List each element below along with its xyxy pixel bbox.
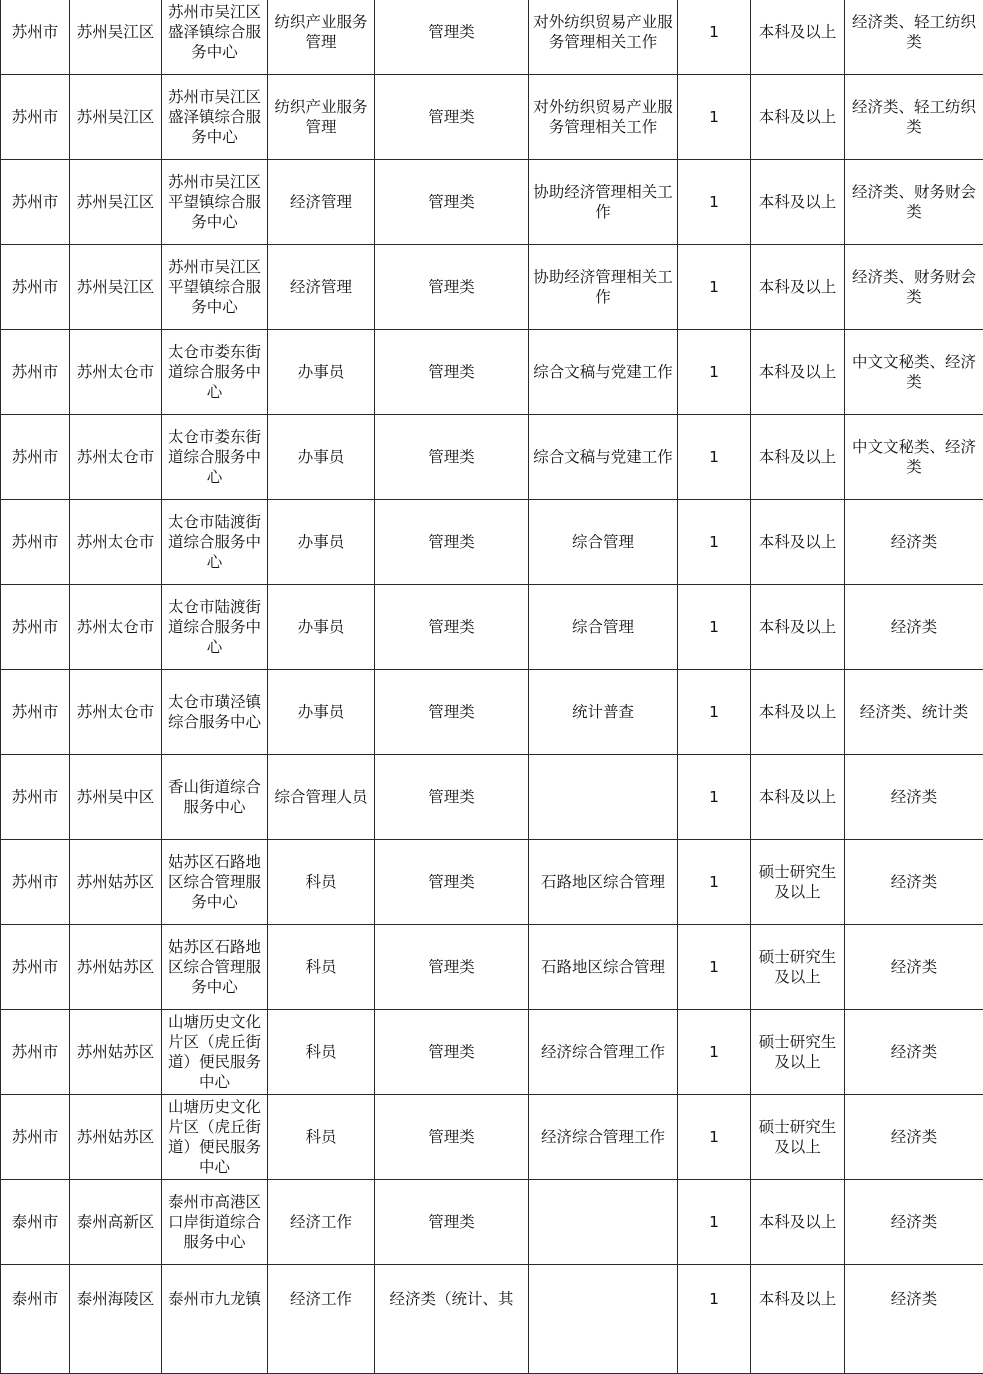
cell-education: 本科及以上 [751,415,845,500]
cell-education: 本科及以上 [751,75,845,160]
cell-education: 本科及以上 [751,1180,845,1265]
cell-position: 经济管理 [268,160,375,245]
cell-count: 1 [678,75,751,160]
cell-city: 苏州市 [1,1095,70,1180]
cell-count: 1 [678,585,751,670]
cell-count: 1 [678,925,751,1010]
cell-position: 办事员 [268,500,375,585]
cell-major: 经济类 [845,755,983,840]
cell-category: 经济类（统计、其 [375,1265,529,1374]
cell-position: 纺织产业服务管理 [268,75,375,160]
cell-unit: 苏州市吴江区平望镇综合服务中心 [162,160,268,245]
cell-district: 苏州吴江区 [70,75,162,160]
cell-category: 管理类 [375,670,529,755]
cell-count: 1 [678,755,751,840]
table-row [1,1180,983,1265]
cell-district: 泰州高新区 [70,1180,162,1265]
cell-education: 硕士研究生及以上 [751,840,845,925]
cell-education: 本科及以上 [751,330,845,415]
cell-category: 管理类 [375,840,529,925]
cell-duty [529,1180,678,1265]
cell-category: 管理类 [375,585,529,670]
cell-count: 1 [678,840,751,925]
cell-education: 硕士研究生及以上 [751,925,845,1010]
cell-education: 本科及以上 [751,500,845,585]
cell-major: 经济类 [845,1265,983,1374]
cell-city: 泰州市 [1,1180,70,1265]
cell-district: 苏州太仓市 [70,670,162,755]
cell-major: 经济类、财务财会类 [845,160,983,245]
cell-city: 苏州市 [1,75,70,160]
table-row [1,1095,983,1180]
cell-duty [529,755,678,840]
cell-city: 苏州市 [1,245,70,330]
cell-unit: 太仓市娄东街道综合服务中心 [162,415,268,500]
cell-count: 1 [678,415,751,500]
cell-duty: 综合文稿与党建工作 [529,330,678,415]
cell-category: 管理类 [375,160,529,245]
cell-city: 苏州市 [1,1010,70,1095]
cell-unit: 泰州市九龙镇 [162,1265,268,1374]
cell-category: 管理类 [375,330,529,415]
cell-count: 1 [678,245,751,330]
cell-district: 苏州太仓市 [70,585,162,670]
cell-city: 苏州市 [1,755,70,840]
cell-count: 1 [678,500,751,585]
cell-count: 1 [678,160,751,245]
table-row [1,330,983,415]
cell-category: 管理类 [375,755,529,840]
cell-unit: 山塘历史文化片区（虎丘街道）便民服务中心 [162,1095,268,1180]
cell-city: 苏州市 [1,670,70,755]
cell-position: 办事员 [268,585,375,670]
table-row [1,500,983,585]
cell-category: 管理类 [375,1010,529,1095]
cell-duty: 石路地区综合管理 [529,840,678,925]
cell-unit: 泰州市高港区口岸街道综合服务中心 [162,1180,268,1265]
cell-duty: 综合管理 [529,500,678,585]
cell-district: 苏州吴江区 [70,0,162,75]
table-row [1,755,983,840]
cell-major: 中文文秘类、经济类 [845,330,983,415]
cell-district: 苏州吴中区 [70,755,162,840]
cell-unit: 太仓市娄东街道综合服务中心 [162,330,268,415]
cell-unit: 姑苏区石路地区综合管理服务中心 [162,925,268,1010]
cell-count: 1 [678,1180,751,1265]
cell-unit: 香山街道综合服务中心 [162,755,268,840]
cell-position: 科员 [268,1095,375,1180]
cell-major: 经济类、统计类 [845,670,983,755]
cell-category: 管理类 [375,415,529,500]
table-row [1,415,983,500]
cell-unit: 太仓市璜泾镇综合服务中心 [162,670,268,755]
cell-unit: 苏州市吴江区盛泽镇综合服务中心 [162,75,268,160]
cell-major: 中文文秘类、经济类 [845,415,983,500]
cell-district: 泰州海陵区 [70,1265,162,1374]
cell-major: 经济类 [845,1180,983,1265]
cell-city: 苏州市 [1,330,70,415]
cell-position: 经济工作 [268,1265,375,1374]
cell-city: 苏州市 [1,0,70,75]
cell-duty [529,1265,678,1374]
cell-education: 本科及以上 [751,0,845,75]
cell-category: 管理类 [375,1095,529,1180]
cell-duty: 综合管理 [529,585,678,670]
cell-duty: 石路地区综合管理 [529,925,678,1010]
cell-duty: 统计普查 [529,670,678,755]
cell-district: 苏州吴江区 [70,160,162,245]
cell-count: 1 [678,1095,751,1180]
table-row [1,840,983,925]
cell-education: 本科及以上 [751,585,845,670]
cell-unit: 山塘历史文化片区（虎丘街道）便民服务中心 [162,1010,268,1095]
cell-unit: 苏州市吴江区盛泽镇综合服务中心 [162,0,268,75]
cell-position: 办事员 [268,670,375,755]
cell-city: 苏州市 [1,500,70,585]
cell-education: 本科及以上 [751,755,845,840]
table-row [1,925,983,1010]
cell-education: 本科及以上 [751,245,845,330]
cell-major: 经济类 [845,1010,983,1095]
cell-district: 苏州太仓市 [70,415,162,500]
cell-position: 科员 [268,925,375,1010]
cell-education: 本科及以上 [751,160,845,245]
cell-count: 1 [678,670,751,755]
cell-duty: 经济综合管理工作 [529,1010,678,1095]
cell-category: 管理类 [375,75,529,160]
cell-position: 综合管理人员 [268,755,375,840]
cell-district: 苏州吴江区 [70,245,162,330]
cell-count: 1 [678,1265,751,1374]
cell-count: 1 [678,0,751,75]
cell-education: 本科及以上 [751,1265,845,1374]
cell-district: 苏州姑苏区 [70,840,162,925]
cell-position: 纺织产业服务管理 [268,0,375,75]
cell-major: 经济类、轻工纺织类 [845,75,983,160]
cell-duty: 协助经济管理相关工作 [529,245,678,330]
cell-city: 苏州市 [1,925,70,1010]
table-row [1,585,983,670]
table-row [1,1265,983,1374]
cell-city: 苏州市 [1,585,70,670]
cell-duty: 对外纺织贸易产业服务管理相关工作 [529,75,678,160]
cell-unit: 苏州市吴江区平望镇综合服务中心 [162,245,268,330]
cell-district: 苏州太仓市 [70,500,162,585]
cell-count: 1 [678,1010,751,1095]
cell-position: 科员 [268,840,375,925]
cell-count: 1 [678,330,751,415]
cell-major: 经济类、轻工纺织类 [845,0,983,75]
cell-position: 经济工作 [268,1180,375,1265]
cell-position: 办事员 [268,415,375,500]
table-row [1,245,983,330]
cell-district: 苏州姑苏区 [70,1095,162,1180]
cell-district: 苏州姑苏区 [70,1010,162,1095]
cell-category: 管理类 [375,500,529,585]
cell-city: 苏州市 [1,160,70,245]
cell-position: 科员 [268,1010,375,1095]
cell-district: 苏州太仓市 [70,330,162,415]
cell-position: 办事员 [268,330,375,415]
cell-education: 硕士研究生及以上 [751,1010,845,1095]
cell-major: 经济类 [845,1095,983,1180]
table-row [1,160,983,245]
cell-city: 苏州市 [1,415,70,500]
cell-city: 泰州市 [1,1265,70,1374]
cell-category: 管理类 [375,925,529,1010]
cell-category: 管理类 [375,1180,529,1265]
cell-major: 经济类 [845,925,983,1010]
cell-major: 经济类 [845,500,983,585]
cell-district: 苏州姑苏区 [70,925,162,1010]
cell-duty: 协助经济管理相关工作 [529,160,678,245]
cell-category: 管理类 [375,0,529,75]
table-row [1,1010,983,1095]
cell-unit: 太仓市陆渡街道综合服务中心 [162,500,268,585]
cell-category: 管理类 [375,245,529,330]
cell-unit: 太仓市陆渡街道综合服务中心 [162,585,268,670]
cell-city: 苏州市 [1,840,70,925]
cell-major: 经济类 [845,840,983,925]
cell-unit: 姑苏区石路地区综合管理服务中心 [162,840,268,925]
cell-major: 经济类 [845,585,983,670]
cell-education: 硕士研究生及以上 [751,1095,845,1180]
table-row [1,0,983,75]
cell-major: 经济类、财务财会类 [845,245,983,330]
table-row [1,670,983,755]
table-row [1,75,983,160]
cell-education: 本科及以上 [751,670,845,755]
cell-duty: 综合文稿与党建工作 [529,415,678,500]
cell-position: 经济管理 [268,245,375,330]
cell-duty: 经济综合管理工作 [529,1095,678,1180]
cell-duty: 对外纺织贸易产业服务管理相关工作 [529,0,678,75]
